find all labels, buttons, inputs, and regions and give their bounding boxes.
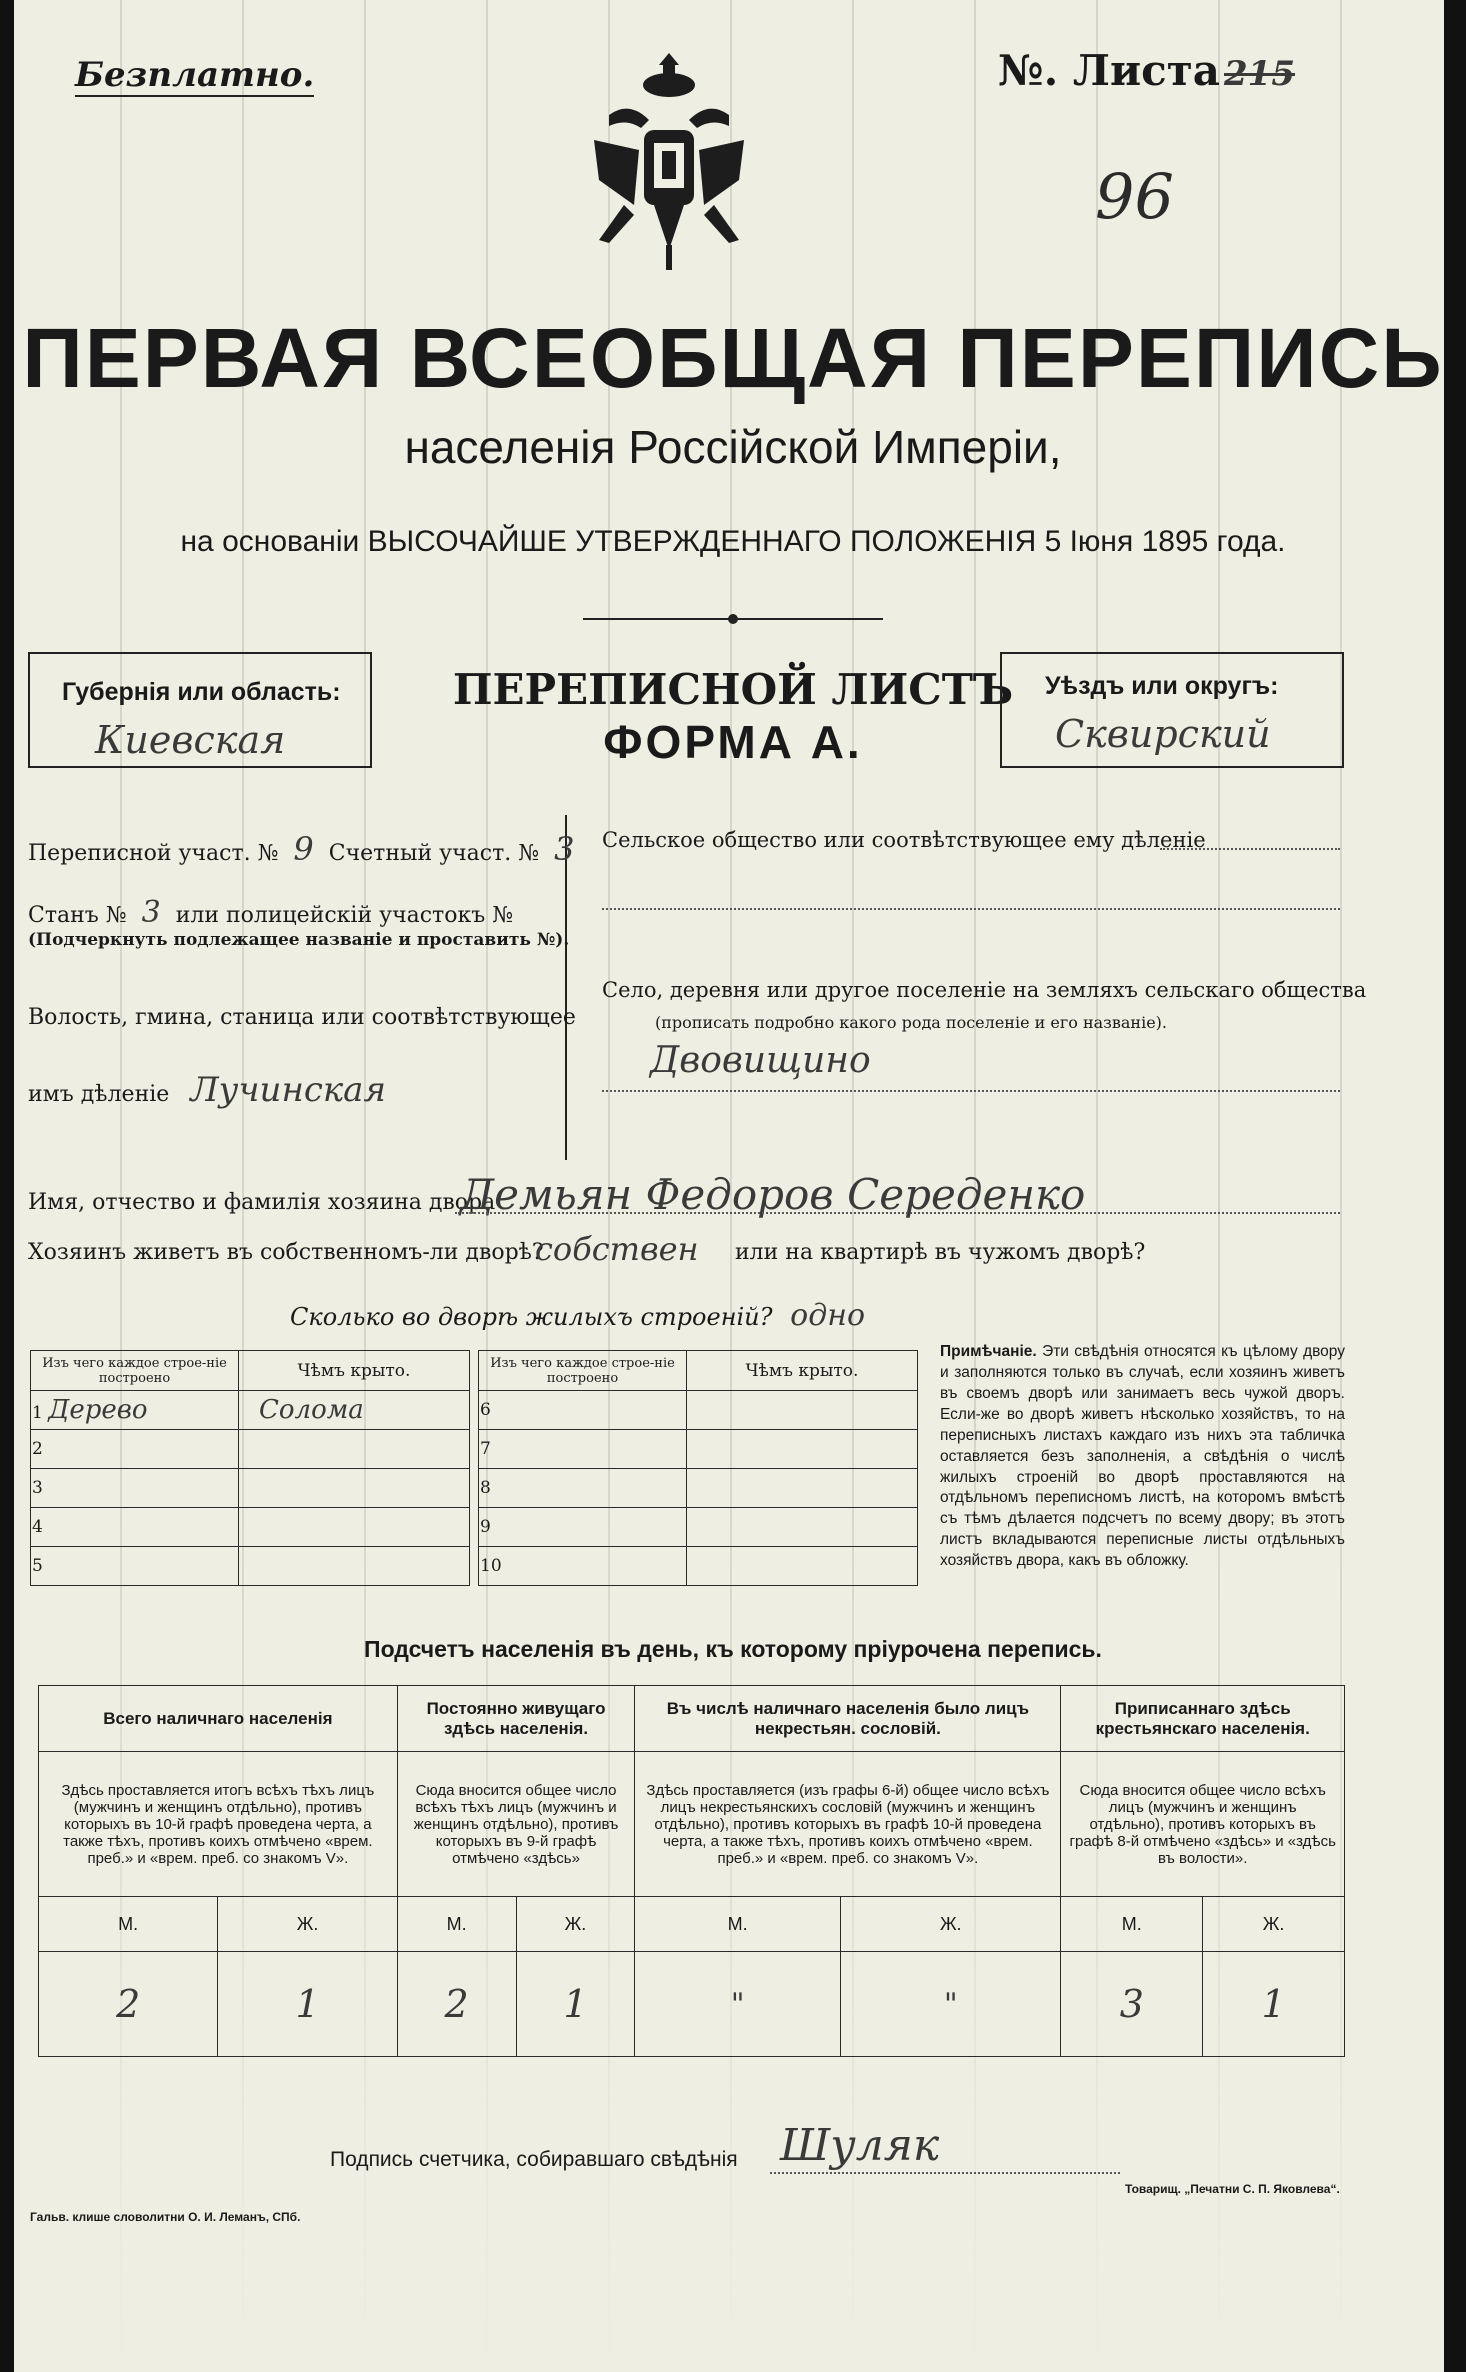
form-name: ПЕРЕПИСНОЙ ЛИСТЪ xyxy=(452,665,1014,714)
pop-nonpeasant-m: " xyxy=(635,1952,841,2057)
pop-f-label: Ж. xyxy=(516,1897,635,1952)
pop-peasant-f: 1 xyxy=(1203,1952,1345,2057)
form-type: ФОРМА А. xyxy=(603,716,863,768)
pop-head-total: Всего наличнаго населенія xyxy=(39,1686,398,1752)
stan-row xyxy=(28,895,513,930)
owner-value: Демьян Федоров Середенко xyxy=(460,1170,1086,1219)
count-district-value: 3 xyxy=(554,830,575,868)
pop-m-label: М. xyxy=(635,1897,841,1952)
signature-line xyxy=(770,2172,1120,2174)
village-note: (прописать подробно какого рода поселеніе и его названіе). xyxy=(655,1013,1167,1032)
pop-nonpeasant-f: " xyxy=(841,1952,1061,2057)
rural-society-label: Сельское общество или соотвѣтствующее ему дѣленіе xyxy=(602,828,1206,852)
table-row: 9 xyxy=(479,1508,918,1547)
census-district-label: Переписной участ. № xyxy=(28,841,279,866)
volost-label-2: имъ дѣленіе xyxy=(28,1082,170,1107)
buildings-row xyxy=(290,1298,865,1333)
count-district-label: Счетный участ. № xyxy=(328,841,540,866)
pop-peasant-m: 3 xyxy=(1061,1952,1203,2057)
census-district-row xyxy=(28,830,574,868)
col-material-header: Изъ чего каждое строе-ніе построено xyxy=(31,1351,239,1391)
pop-total-f: 1 xyxy=(218,1952,397,2057)
free-label: Безплатно. xyxy=(75,55,315,95)
building-material-value: Дерево xyxy=(48,1395,148,1425)
note-block xyxy=(940,1342,1345,1572)
underline-note: (Подчеркнуть подлежащее названіе и проставить №). xyxy=(28,930,570,950)
col-material-header-right: Изъ чего каждое строе-ніе построено xyxy=(479,1351,687,1391)
uezd-label: Уѣздъ или округъ: xyxy=(1045,672,1279,700)
pop-m-label: М. xyxy=(397,1897,516,1952)
scan-edge-left xyxy=(0,0,14,2372)
guberniya-value: Киевская xyxy=(95,718,286,762)
table-row: 8 xyxy=(479,1469,918,1508)
pop-permanent-m: 2 xyxy=(397,1952,516,2057)
pop-f-label: Ж. xyxy=(218,1897,397,1952)
owner-label: Имя, отчество и фамилія хозяина двора xyxy=(28,1190,496,1215)
subtitle: населенія Россійской Имперіи, xyxy=(404,421,1062,473)
sheet-number-handwritten: 96 xyxy=(1095,160,1174,233)
rent-label: или на квартирѣ въ чужомъ дворѣ? xyxy=(735,1240,1146,1265)
buildings-label: Сколько во дворѣ жилыхъ строеній? xyxy=(290,1303,773,1331)
scan-edge-right xyxy=(1444,0,1466,2372)
village-label: Село, деревня или другое поселеніе на земляхъ сельскаго общества xyxy=(602,978,1367,1002)
signature-value: Шуляк xyxy=(780,2120,940,2171)
table-row: 10 xyxy=(479,1547,918,1586)
col-roof-header: Чѣмъ крыто. xyxy=(239,1351,470,1391)
table-row: 1 Дерево Солома xyxy=(31,1391,470,1430)
owner-line xyxy=(455,1212,1340,1214)
table-row: 2 xyxy=(31,1430,470,1469)
footer-right: Товарищ. „Печатни С. П. Яковлева“. xyxy=(1125,2182,1340,2196)
guberniya-label: Губернія или область: xyxy=(62,678,341,706)
table-row: 7 xyxy=(479,1430,918,1469)
footer-left: Гальв. клише словолитни О. И. Леманъ, СПб. xyxy=(30,2210,301,2224)
note-text: Эти свѣдѣнія относятся къ цѣлому двору и заполняются только въ случаѣ, если хозяинъ живетъ въ своемъ дворѣ или занимаетъ весь чужой дворъ. Если-же во дворѣ живетъ нѣсколько хозяйствъ, то на переписныхъ листахъ каждаго изъ нихъ эта табличка оставляется безъ заполненія, а свѣдѣнія о числѣ жилыхъ строеній во дворѣ проставляются на отдѣльномъ переписномъ листѣ, на которомъ вмѣстѣ съ тѣмъ дѣлается подсчетъ по всему двору; въ этотъ листъ вкладываются переписные листы отдѣльныхъ хозяйствъ двора, какъ въ обложку. xyxy=(940,1343,1346,1570)
volost-value: Лучинская xyxy=(190,1070,386,1110)
pop-desc-nonpeasant: Здѣсь проставляется (изъ графы 6-й) общее число всѣхъ лицъ некрестьянскихъ сословій (мужчинъ и женщинъ отдѣльно), противъ которыхъ въ графѣ 10-й проведена черта, а также тѣхъ, противъ коихъ отмѣчено «врем. преб.» и «врем. преб. со знакомъ V». xyxy=(635,1752,1061,1897)
volost-row xyxy=(28,1070,386,1110)
sheet-number-struck: 215 xyxy=(1224,54,1295,94)
basis-line: на основаніи ВЫСОЧАЙШЕ УТВЕРЖДЕННАГО ПОЛОЖЕНІЯ 5 Іюня 1895 года. xyxy=(180,525,1286,558)
village-line xyxy=(602,1090,1340,1092)
pop-desc-total: Здѣсь проставляется итогъ всѣхъ тѣхъ лицъ (мужчинъ и женщинъ отдѣльно), противъ которыхъ въ 10-й графѣ проведена черта, а также тѣхъ, противъ коихъ отмѣчено «врем. преб.» и «врем. преб. со знакомъ V». xyxy=(39,1752,398,1897)
pop-desc-peasant: Сюда вносится общее число всѣхъ лицъ (мужчинъ и женщинъ отдѣльно), противъ которыхъ въ графѣ 8-й отмѣчено «здѣсь» и «здѣсь въ волости». xyxy=(1061,1752,1345,1897)
police-label: или полицейскій участокъ № xyxy=(175,903,514,928)
main-title: ПЕРВАЯ ВСЕОБЩАЯ ПЕРЕПИСЬ xyxy=(22,311,1444,405)
imperial-eagle-emblem xyxy=(584,45,754,280)
census-district-value: 9 xyxy=(293,830,314,868)
table-row: 5 xyxy=(31,1547,470,1586)
table-row: 6 xyxy=(479,1391,918,1430)
population-table xyxy=(38,1685,1345,2057)
table-row: 4 xyxy=(31,1508,470,1547)
pop-m-label: М. xyxy=(39,1897,218,1952)
pop-head-permanent: Постоянно живущаго здѣсь населенія. xyxy=(397,1686,635,1752)
table-row: 3 xyxy=(31,1469,470,1508)
stan-label: Станъ № xyxy=(28,903,127,928)
pop-f-label: Ж. xyxy=(1203,1897,1345,1952)
buildings-value: одно xyxy=(790,1298,866,1333)
rural-society-line-2 xyxy=(602,908,1340,910)
buildings-table-right xyxy=(478,1350,918,1586)
pop-m-label: М. xyxy=(1061,1897,1203,1952)
stan-value: 3 xyxy=(141,895,161,930)
pop-total-m: 2 xyxy=(39,1952,218,2057)
pop-desc-permanent: Сюда вносится общее число всѣхъ тѣхъ лицъ (мужчинъ и женщинъ отдѣльно), противъ которыхъ въ 9-й графѣ отмѣчено «здѣсь» xyxy=(397,1752,635,1897)
uezd-value: Сквирский xyxy=(1055,712,1271,756)
sheet-number-text: №. Листа xyxy=(998,46,1220,95)
population-title: Подсчетъ населенія въ день, къ которому пріурочена перепись. xyxy=(364,1636,1102,1662)
building-roof-value: Солома xyxy=(239,1391,470,1430)
own-yard-value: собствен xyxy=(535,1230,699,1268)
pop-f-label: Ж. xyxy=(841,1897,1061,1952)
ornament-divider xyxy=(583,610,883,622)
own-yard-label: Хозяинъ живетъ въ собственномъ-ли дворѣ? xyxy=(28,1240,544,1265)
pop-head-nonpeasant: Въ числѣ наличнаго населенія было лицъ некрестьян. сословій. xyxy=(635,1686,1061,1752)
pop-head-peasant: Приписаннаго здѣсь крестьянскаго населенія. xyxy=(1061,1686,1345,1752)
note-lead: Примѣчаніе. xyxy=(940,1343,1037,1360)
buildings-table-left xyxy=(30,1350,470,1586)
village-value: Двовищино xyxy=(650,1040,871,1081)
sheet-number-label xyxy=(998,46,1295,95)
rural-society-line-1 xyxy=(1160,848,1340,850)
col-roof-header-right: Чѣмъ крыто. xyxy=(687,1351,918,1391)
pop-permanent-f: 1 xyxy=(516,1952,635,2057)
volost-label-1: Волость, гмина, станица или соотвѣтствующее xyxy=(28,1005,576,1030)
signature-label: Подпись счетчика, собиравшаго свѣдѣнія xyxy=(330,2148,738,2171)
